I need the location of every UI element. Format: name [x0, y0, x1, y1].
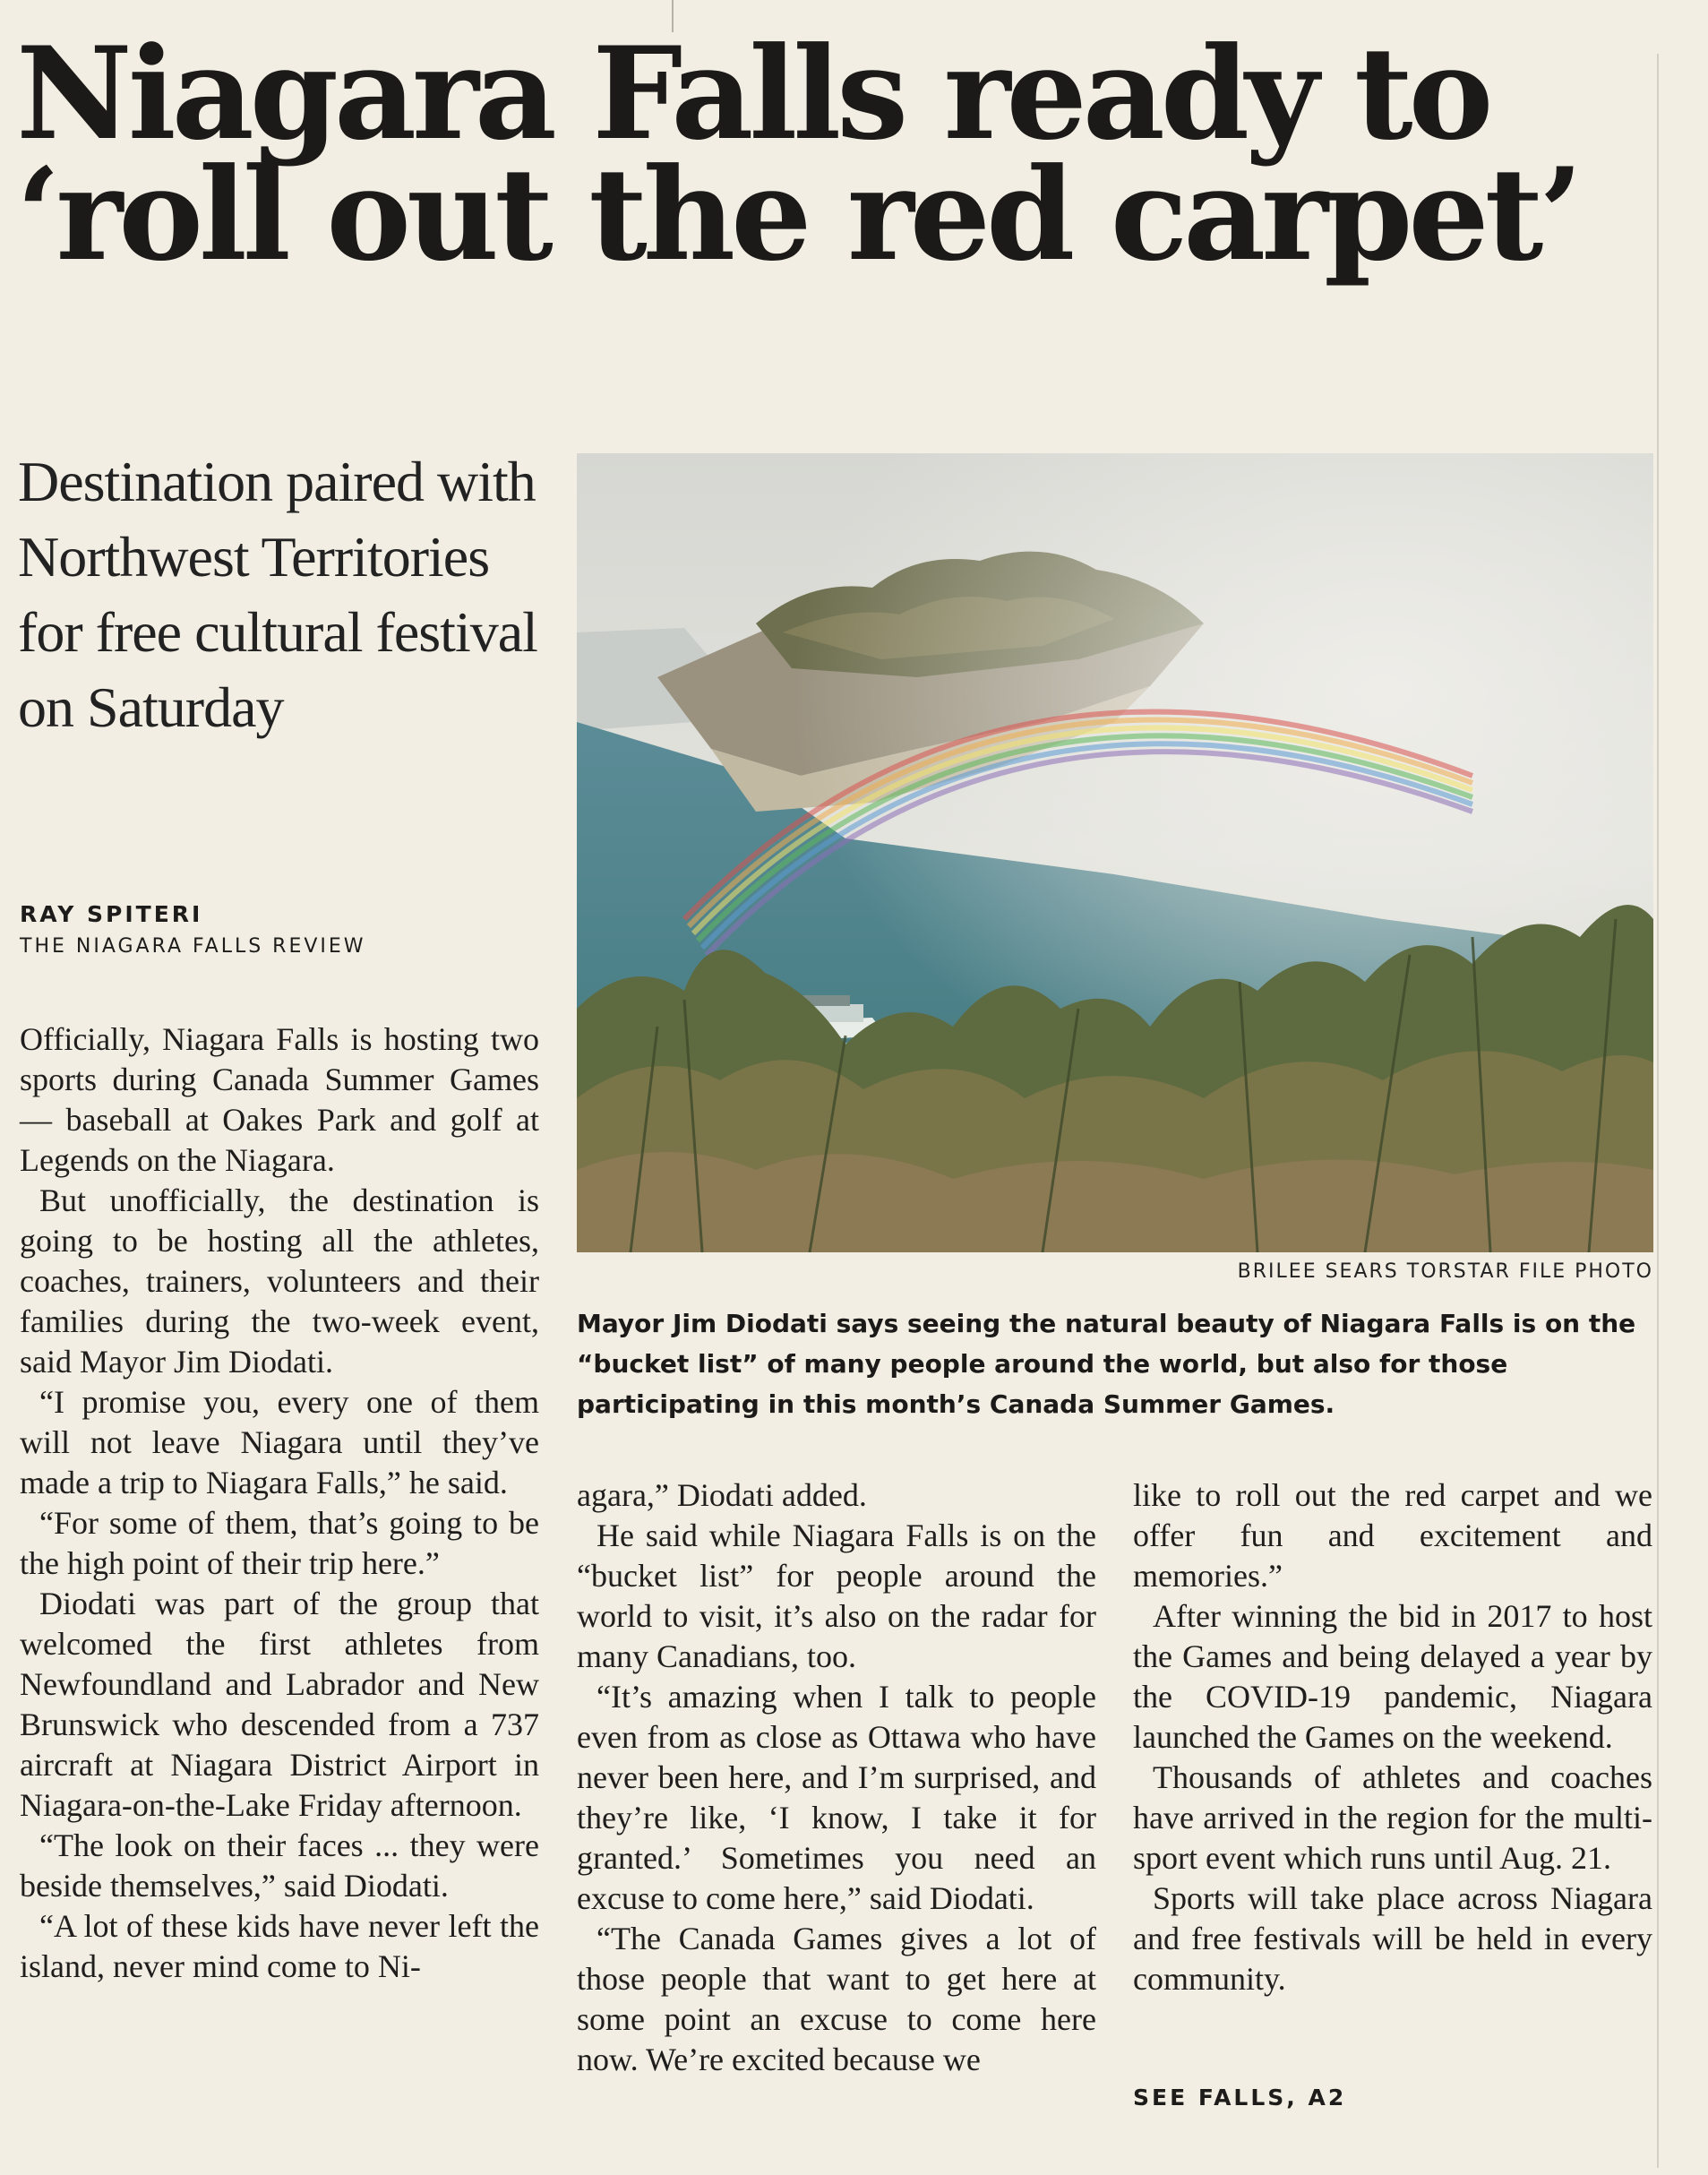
paragraph: “The Canada Games gives a lot of those people that want to get here at some point an excuse to come here now. We’re excited because we: [577, 1921, 1096, 2077]
article-column-2: [577, 1475, 1096, 2080]
headline-line-2: ‘roll out the red carpet’: [16, 141, 1579, 289]
adjacent-column-bleed-left: [0, 0, 18, 2175]
byline-publication: THE NIAGARA FALLS REVIEW: [20, 935, 366, 958]
paragraph: Thousands of athletes and coaches have arrived in the region for the multi-sport event which runs until Aug. 21.: [1133, 1759, 1652, 1876]
niagara-falls-rainbow-photo: [577, 453, 1653, 1252]
byline-author: RAY SPITERI: [20, 901, 203, 927]
paragraph: He said while Niagara Falls is on the “bucket list” for people around the world to visit, it’s also on the radar for many Canadians, too.: [577, 1517, 1096, 1674]
paragraph: “It’s amazing when I talk to people even from as close as Ottawa who have never been here, and I’m surprised, and they’re like, ‘I know, I take it for granted.’ Sometimes you need an excuse to come here,” said Diodati.: [577, 1679, 1096, 1916]
photo-caption: Mayor Jim Diodati says seeing the natural beauty of Niagara Falls is on the “bucket list” of many people around the world, but also for those participating in this month’s Canada Summer Games.: [577, 1309, 1636, 1419]
paragraph: Officially, Niagara Falls is hosting two sports during Canada Summer Games — baseball at Oakes Park and golf at Legends on the Niagara.: [20, 1021, 539, 1178]
paragraph: like to roll out the red carpet and we offer fun and excitement and memories.”: [1133, 1477, 1652, 1594]
paragraph: agara,” Diodati added.: [577, 1477, 867, 1513]
paragraph: Sports will take place across Niagara and free festivals will be held in every community.: [1133, 1880, 1652, 1997]
subheadline-deck: Destination paired with Northwest Territories for free cultural festival on Saturday: [18, 450, 537, 739]
paragraph: “For some of them, that’s going to be the high point of their trip here.”: [20, 1505, 539, 1581]
paragraph: “A lot of these kids have never left the island, never mind come to Ni-: [20, 1908, 539, 1984]
headline: [16, 20, 1579, 289]
column-rule-right: [1657, 54, 1659, 2168]
paragraph: “I promise you, every one of them will not leave Niagara until they’ve made a trip to Niagara Falls,” he said.: [20, 1384, 539, 1500]
photo-credit: BRILEE SEARS TORSTAR FILE PHOTO: [1237, 1260, 1653, 1283]
paragraph: But unofficially, the destination is going to be hosting all the athletes, coaches, trainers, volunteers and their families during the two-week event, said Mayor Jim Diodati.: [20, 1182, 539, 1380]
paragraph: “The look on their faces ... they were beside themselves,” said Diodati.: [20, 1827, 539, 1904]
continued-jump-link[interactable]: SEE FALLS, A2: [1133, 2085, 1347, 2111]
article-column-3: [1133, 1475, 1652, 1999]
article-column-1: [20, 1019, 539, 1987]
byline: [20, 898, 539, 963]
paragraph: After winning the bid in 2017 to host the Games and being delayed a year by the COVID-19 pandemic, Niagara launched the Games on the weekend.: [1133, 1598, 1652, 1755]
headline-line-1: Niagara Falls ready to: [16, 20, 1489, 168]
paragraph: Diodati was part of the group that welcomed the first athletes from Newfoundland and Labrador and New Brunswick who descended from a 737 aircraft at Niagara District Airport in Niagara-on-the-Lake Friday afternoon.: [20, 1586, 539, 1823]
adjacent-column-bleed-right: [1659, 0, 1708, 2175]
